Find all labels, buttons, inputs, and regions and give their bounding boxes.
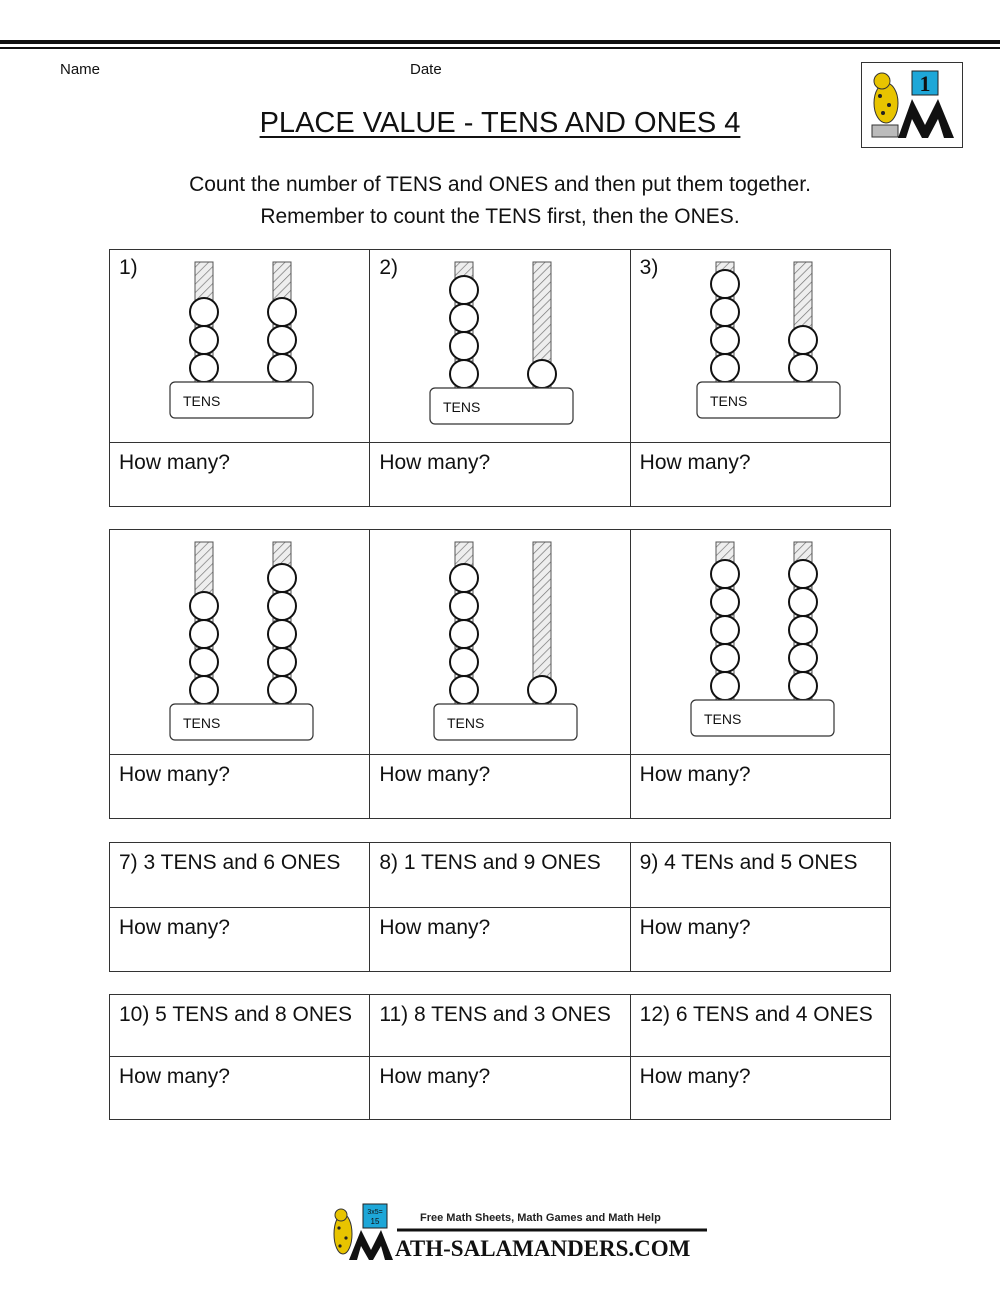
ones-bead: [268, 648, 296, 676]
problem-text: 9) 4 TENs and 5 ONES: [639, 851, 858, 874]
tens-bead: [190, 354, 218, 382]
ones-bead: [268, 620, 296, 648]
math-salamanders-logo-icon: [325, 1198, 715, 1268]
ones-bead: [789, 588, 817, 616]
ones-bead: [789, 326, 817, 354]
footer-tagline: Free Math Sheets, Math Games and Math Help: [420, 1212, 661, 1224]
tens-label-text: TENS: [443, 399, 481, 415]
how-many-prompt: How many?: [639, 763, 751, 786]
tens-bead: [450, 276, 478, 304]
picture-problems-2: [109, 529, 891, 819]
problem-text: 10) 5 TENS and 8 ONES: [119, 1003, 353, 1026]
problem-cell: [630, 250, 890, 443]
tens-bead: [711, 672, 739, 700]
picture-problems-1: [109, 249, 891, 507]
ones-bead: [789, 644, 817, 672]
answer-cell[interactable]: [370, 908, 630, 972]
tens-bead: [711, 326, 739, 354]
problem-cell: [110, 250, 370, 443]
problem-cell: [110, 530, 370, 755]
problem-cell: [370, 530, 630, 755]
tens-bead: [450, 304, 478, 332]
how-many-prompt: How many?: [379, 1065, 491, 1088]
problem-number: 2): [379, 256, 399, 279]
how-many-prompt: How many?: [379, 916, 491, 939]
tens-bead: [711, 588, 739, 616]
footer-logo: [325, 1198, 715, 1268]
tens-label-text: TENS: [447, 715, 485, 731]
problem-number: 1): [119, 256, 138, 279]
how-many-prompt: How many?: [379, 451, 491, 474]
tens-bead: [711, 298, 739, 326]
how-many-prompt: How many?: [119, 451, 230, 474]
problem-cell: [630, 995, 890, 1057]
tens-bead: [711, 270, 739, 298]
tens-bead: [190, 620, 218, 648]
how-many-prompt: How many?: [379, 763, 491, 786]
tens-bead: [711, 354, 739, 382]
answer-cell[interactable]: [630, 908, 890, 972]
answer-cell[interactable]: [110, 755, 370, 819]
problem-text: 8) 1 TENS and 9 ONES: [379, 851, 601, 874]
how-many-prompt: How many?: [639, 451, 751, 474]
answer-cell[interactable]: [110, 443, 370, 507]
ones-bead: [789, 616, 817, 644]
abacus: [370, 530, 630, 754]
tens-bead: [711, 560, 739, 588]
abacus: [370, 250, 630, 442]
ones-bead: [528, 676, 556, 704]
answer-cell[interactable]: [370, 443, 630, 507]
top-rule: [0, 40, 1000, 44]
tens-bead: [190, 592, 218, 620]
date-label: Date: [410, 61, 442, 78]
answer-cell[interactable]: [630, 1057, 890, 1120]
text-problems-1: [109, 842, 891, 972]
ones-bead: [268, 298, 296, 326]
text-problems-2: [109, 994, 891, 1120]
top-rule-thin: [0, 47, 1000, 49]
ones-bead: [268, 326, 296, 354]
tens-label-text: TENS: [709, 393, 747, 409]
how-many-prompt: How many?: [119, 763, 230, 786]
name-label: Name: [60, 61, 101, 78]
answer-cell[interactable]: [630, 755, 890, 819]
page-title: PLACE VALUE - TENS AND ONES 4: [259, 107, 741, 139]
ones-bead: [268, 592, 296, 620]
answer-cell[interactable]: [110, 1057, 370, 1120]
badge-bottom-text: 15: [370, 1217, 380, 1226]
how-many-prompt: How many?: [639, 916, 751, 939]
tens-bead: [190, 648, 218, 676]
answer-cell[interactable]: [370, 1057, 630, 1120]
tens-label-text: TENS: [183, 715, 221, 731]
answer-cell[interactable]: [110, 908, 370, 972]
tens-bead: [450, 564, 478, 592]
tens-bead: [190, 326, 218, 354]
abacus: [110, 250, 370, 442]
answer-cell[interactable]: [630, 443, 890, 507]
instruction-line-1: Count the number of TENS and ONES and then put them together.: [189, 173, 811, 196]
ones-bead: [268, 564, 296, 592]
problem-cell: [370, 995, 630, 1057]
tens-bead: [450, 620, 478, 648]
grade-number: 1: [919, 71, 931, 96]
tens-bead: [450, 592, 478, 620]
problem-text: 11) 8 TENS and 3 ONES: [379, 1003, 611, 1026]
problem-cell: [110, 843, 370, 908]
abacus: [631, 250, 891, 442]
how-many-prompt: How many?: [119, 916, 230, 939]
instruction-line-2: Remember to count the TENS first, then the ONES.: [260, 205, 740, 228]
ones-bead: [789, 672, 817, 700]
tens-label-text: TENS: [183, 393, 221, 409]
problem-text: 12) 6 TENS and 4 ONES: [639, 1003, 873, 1026]
answer-cell[interactable]: [370, 755, 630, 819]
problem-cell: [370, 250, 630, 443]
problem-cell: [630, 530, 890, 755]
tens-label-text: TENS: [703, 711, 741, 727]
tens-bead: [450, 360, 478, 388]
abacus: [631, 530, 891, 754]
ones-bead: [268, 354, 296, 382]
problem-text: 7) 3 TENS and 6 ONES: [119, 851, 341, 874]
problem-number: 3): [639, 256, 659, 279]
tens-bead: [711, 616, 739, 644]
tens-bead: [450, 332, 478, 360]
abacus: [110, 530, 370, 754]
tens-bead: [450, 648, 478, 676]
problem-cell: [110, 995, 370, 1057]
ones-bead: [789, 354, 817, 382]
how-many-prompt: How many?: [639, 1065, 751, 1088]
tens-bead: [711, 644, 739, 672]
footer-site: ATH-SALAMANDERS.COM: [395, 1236, 691, 1261]
badge-top-text: 3x5=: [367, 1209, 383, 1216]
tens-bead: [190, 298, 218, 326]
ones-bead: [528, 360, 556, 388]
how-many-prompt: How many?: [119, 1065, 230, 1088]
tens-bead: [450, 676, 478, 704]
ones-bead: [789, 560, 817, 588]
problem-cell: [630, 843, 890, 908]
ones-bead: [268, 676, 296, 704]
tens-bead: [190, 676, 218, 704]
problem-cell: [370, 843, 630, 908]
